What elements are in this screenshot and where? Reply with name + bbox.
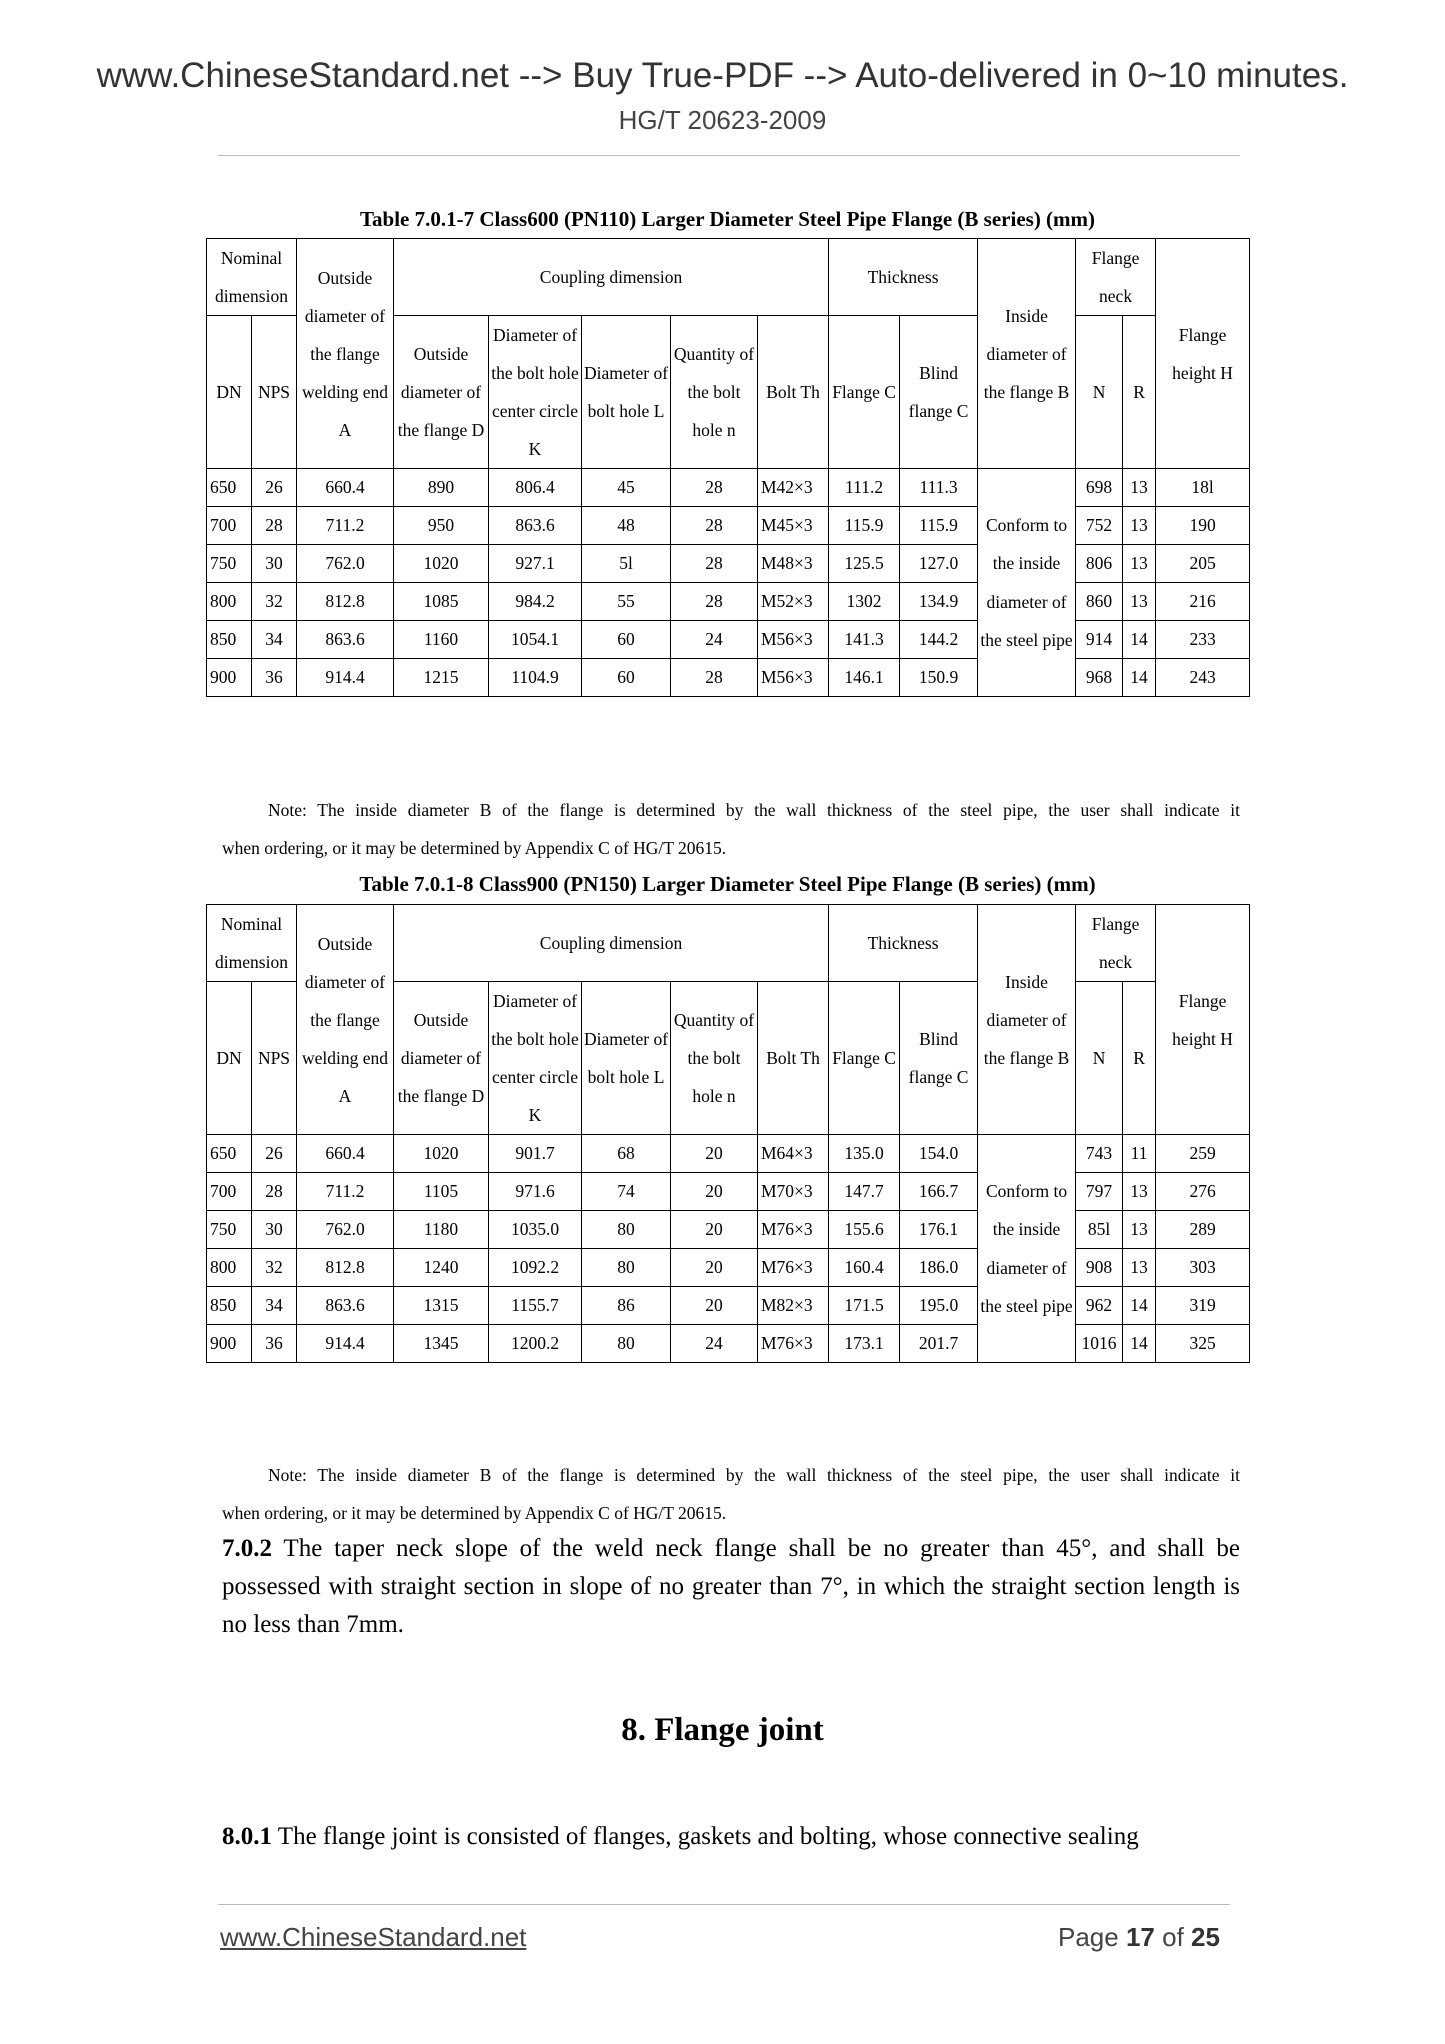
cell-bolt-hole-l: 5l bbox=[582, 545, 671, 583]
cell-blind-flange-c: 154.0 bbox=[900, 1135, 978, 1173]
cell-dn: 800 bbox=[207, 1249, 252, 1287]
cell-center-circle-k: 901.7 bbox=[489, 1135, 582, 1173]
flange-neck-header: Flange neck bbox=[1076, 239, 1156, 316]
cell-welding-end-a: 711.2 bbox=[297, 507, 394, 545]
table-row bbox=[207, 469, 1250, 507]
bolt-hole-diameter-header: Diameter of bolt hole L bbox=[582, 982, 671, 1135]
cell-center-circle-k: 971.6 bbox=[489, 1173, 582, 1211]
cell-nps: 28 bbox=[252, 507, 297, 545]
cell-height-h: 325 bbox=[1156, 1325, 1250, 1363]
cell-height-h: 233 bbox=[1156, 621, 1250, 659]
inside-diameter-header: Inside diameter of the flange B bbox=[978, 905, 1076, 1135]
cell-neck-n: 743 bbox=[1076, 1135, 1123, 1173]
cell-bolt-hole-l: 86 bbox=[582, 1287, 671, 1325]
table1-caption: Table 7.0.1-7 Class600 (PN110) Larger Diameter Steel Pipe Flange (B series) (mm) bbox=[359, 207, 1096, 231]
flange-c-header: Flange C bbox=[829, 316, 900, 469]
cell-dn: 800 bbox=[207, 583, 252, 621]
cell-height-h: 289 bbox=[1156, 1211, 1250, 1249]
cell-flange-c: 146.1 bbox=[829, 659, 900, 697]
table-row bbox=[207, 583, 1250, 621]
cell-flange-c: 135.0 bbox=[829, 1135, 900, 1173]
cell-neck-r: 14 bbox=[1123, 1287, 1156, 1325]
cell-blind-flange-c: 166.7 bbox=[900, 1173, 978, 1211]
cell-neck-n: 914 bbox=[1076, 621, 1123, 659]
cell-nps: 36 bbox=[252, 659, 297, 697]
cell-dn: 900 bbox=[207, 1325, 252, 1363]
cell-bolt-hole-l: 74 bbox=[582, 1173, 671, 1211]
outside-diameter-flange-header: Outside diameter of the flange D bbox=[394, 982, 489, 1135]
cell-blind-flange-c: 176.1 bbox=[900, 1211, 978, 1249]
table1-note bbox=[222, 791, 1240, 867]
flange-height-header: Flange height H bbox=[1156, 239, 1250, 469]
inside-diameter-conform-cell: Conform to the inside diameter of the steel pipe bbox=[978, 469, 1076, 697]
coupling-dimension-header: Coupling dimension bbox=[394, 239, 829, 316]
neck-r-header: R bbox=[1123, 316, 1156, 469]
cell-neck-n: 752 bbox=[1076, 507, 1123, 545]
cell-blind-flange-c: 127.0 bbox=[900, 545, 978, 583]
cell-bolt-th: M42×3 bbox=[758, 469, 829, 507]
cell-dn: 750 bbox=[207, 545, 252, 583]
cell-bolt-hole-n: 28 bbox=[671, 545, 758, 583]
cell-flange-c: 141.3 bbox=[829, 621, 900, 659]
cell-bolt-th: M48×3 bbox=[758, 545, 829, 583]
blind-flange-c-header: Blind flange C bbox=[900, 316, 978, 469]
cell-nps: 36 bbox=[252, 1325, 297, 1363]
cell-blind-flange-c: 111.3 bbox=[900, 469, 978, 507]
cell-neck-n: 85l bbox=[1076, 1211, 1123, 1249]
thickness-header: Thickness bbox=[829, 905, 978, 982]
bolt-hole-diameter-header: Diameter of bolt hole L bbox=[582, 316, 671, 469]
bolt-hole-quantity-header: Quantity of the bolt hole n bbox=[671, 982, 758, 1135]
table2-grid bbox=[206, 904, 1250, 1363]
cell-height-h: 259 bbox=[1156, 1135, 1250, 1173]
section-8-title: 8. Flange joint bbox=[621, 1712, 824, 1748]
cell-neck-r: 14 bbox=[1123, 659, 1156, 697]
table-row bbox=[207, 1211, 1250, 1249]
cell-outside-d: 1240 bbox=[394, 1249, 489, 1287]
cell-nps: 34 bbox=[252, 621, 297, 659]
cell-bolt-hole-l: 45 bbox=[582, 469, 671, 507]
cell-height-h: 276 bbox=[1156, 1173, 1250, 1211]
of-word: of bbox=[1162, 1922, 1184, 1952]
cell-neck-r: 13 bbox=[1123, 1249, 1156, 1287]
inside-diameter-conform-cell: Conform to the inside diameter of the steel pipe bbox=[978, 1135, 1076, 1363]
cell-neck-r: 11 bbox=[1123, 1135, 1156, 1173]
cell-bolt-th: M45×3 bbox=[758, 507, 829, 545]
cell-bolt-hole-l: 60 bbox=[582, 659, 671, 697]
cell-bolt-hole-l: 60 bbox=[582, 621, 671, 659]
cell-outside-d: 1215 bbox=[394, 659, 489, 697]
cell-outside-d: 1020 bbox=[394, 545, 489, 583]
cell-neck-n: 908 bbox=[1076, 1249, 1123, 1287]
table2-note bbox=[222, 1456, 1240, 1532]
cell-nps: 26 bbox=[252, 1135, 297, 1173]
nps-header: NPS bbox=[252, 316, 297, 469]
cell-neck-r: 13 bbox=[1123, 1211, 1156, 1249]
cell-neck-r: 13 bbox=[1123, 1173, 1156, 1211]
cell-bolt-hole-n: 24 bbox=[671, 621, 758, 659]
cell-bolt-hole-l: 80 bbox=[582, 1211, 671, 1249]
clause-8-0-1 bbox=[222, 1818, 1240, 1856]
bolt-hole-center-circle-header: Diameter of the bolt hole center circle K bbox=[489, 316, 582, 469]
cell-nps: 32 bbox=[252, 583, 297, 621]
cell-flange-c: 1302 bbox=[829, 583, 900, 621]
cell-welding-end-a: 762.0 bbox=[297, 545, 394, 583]
cell-welding-end-a: 660.4 bbox=[297, 1135, 394, 1173]
neck-n-header: N bbox=[1076, 982, 1123, 1135]
table-row bbox=[207, 545, 1250, 583]
cell-bolt-hole-n: 20 bbox=[671, 1173, 758, 1211]
dn-header: DN bbox=[207, 316, 252, 469]
page-word: Page bbox=[1058, 1922, 1119, 1952]
cell-nps: 30 bbox=[252, 1211, 297, 1249]
bolt-header: Bolt Th bbox=[758, 982, 829, 1135]
cell-dn: 850 bbox=[207, 621, 252, 659]
cell-bolt-th: M82×3 bbox=[758, 1287, 829, 1325]
header-divider bbox=[218, 155, 1240, 156]
cell-center-circle-k: 1200.2 bbox=[489, 1325, 582, 1363]
table1-note-line2: when ordering, or it may be determined by Appendix C of HG/T 20615. bbox=[222, 838, 727, 858]
cell-bolt-th: M76×3 bbox=[758, 1211, 829, 1249]
table2-note-line2: when ordering, or it may be determined by Appendix C of HG/T 20615. bbox=[222, 1503, 727, 1523]
cell-dn: 750 bbox=[207, 1211, 252, 1249]
bolt-header: Bolt Th bbox=[758, 316, 829, 469]
flange-neck-header: Flange neck bbox=[1076, 905, 1156, 982]
cell-center-circle-k: 1104.9 bbox=[489, 659, 582, 697]
cell-welding-end-a: 863.6 bbox=[297, 1287, 394, 1325]
cell-neck-r: 14 bbox=[1123, 1325, 1156, 1363]
cell-flange-c: 111.2 bbox=[829, 469, 900, 507]
cell-neck-r: 14 bbox=[1123, 621, 1156, 659]
cell-welding-end-a: 863.6 bbox=[297, 621, 394, 659]
cell-bolt-th: M76×3 bbox=[758, 1325, 829, 1363]
cell-outside-d: 950 bbox=[394, 507, 489, 545]
cell-outside-d: 1160 bbox=[394, 621, 489, 659]
standard-code: HG/T 20623-2009 bbox=[618, 105, 827, 135]
cell-center-circle-k: 1092.2 bbox=[489, 1249, 582, 1287]
flange-c-header: Flange C bbox=[829, 982, 900, 1135]
page-current: 17 bbox=[1125, 1922, 1155, 1952]
cell-neck-r: 13 bbox=[1123, 507, 1156, 545]
header-banner: www.ChineseStandard.net --> Buy True-PDF --> Auto-delivered in 0~10 minutes. bbox=[96, 56, 1349, 95]
clause-8-0-1-number: 8.0.1 bbox=[222, 1823, 272, 1850]
cell-neck-n: 1016 bbox=[1076, 1325, 1123, 1363]
neck-r-header: R bbox=[1123, 982, 1156, 1135]
cell-bolt-hole-l: 68 bbox=[582, 1135, 671, 1173]
cell-nps: 28 bbox=[252, 1173, 297, 1211]
cell-center-circle-k: 863.6 bbox=[489, 507, 582, 545]
cell-center-circle-k: 806.4 bbox=[489, 469, 582, 507]
cell-bolt-hole-n: 20 bbox=[671, 1135, 758, 1173]
cell-dn: 650 bbox=[207, 1135, 252, 1173]
cell-bolt-hole-n: 20 bbox=[671, 1211, 758, 1249]
nominal-dimension-header: Nominal dimension bbox=[207, 905, 297, 982]
clause-7-0-2-number: 7.0.2 bbox=[222, 1535, 272, 1562]
cell-flange-c: 173.1 bbox=[829, 1325, 900, 1363]
cell-neck-n: 860 bbox=[1076, 583, 1123, 621]
bolt-hole-center-circle-header: Diameter of the bolt hole center circle K bbox=[489, 982, 582, 1135]
clause-7-0-2-text: The taper neck slope of the weld neck flange shall be no greater than 45°, and shall be possessed with straight section in slope of no greater than 7°, in which the straight section length is no less than 7mm. bbox=[222, 1535, 1240, 1638]
cell-height-h: 190 bbox=[1156, 507, 1250, 545]
cell-flange-c: 160.4 bbox=[829, 1249, 900, 1287]
cell-blind-flange-c: 150.9 bbox=[900, 659, 978, 697]
neck-n-header: N bbox=[1076, 316, 1123, 469]
cell-bolt-hole-n: 24 bbox=[671, 1325, 758, 1363]
cell-welding-end-a: 914.4 bbox=[297, 659, 394, 697]
cell-height-h: 216 bbox=[1156, 583, 1250, 621]
cell-dn: 700 bbox=[207, 1173, 252, 1211]
cell-flange-c: 115.9 bbox=[829, 507, 900, 545]
cell-center-circle-k: 927.1 bbox=[489, 545, 582, 583]
cell-neck-r: 13 bbox=[1123, 469, 1156, 507]
table-row bbox=[207, 659, 1250, 697]
cell-outside-d: 1020 bbox=[394, 1135, 489, 1173]
cell-nps: 26 bbox=[252, 469, 297, 507]
cell-outside-d: 1180 bbox=[394, 1211, 489, 1249]
cell-welding-end-a: 914.4 bbox=[297, 1325, 394, 1363]
cell-flange-c: 155.6 bbox=[829, 1211, 900, 1249]
cell-height-h: 319 bbox=[1156, 1287, 1250, 1325]
cell-center-circle-k: 1035.0 bbox=[489, 1211, 582, 1249]
page-indicator bbox=[1058, 1922, 1220, 1953]
cell-dn: 850 bbox=[207, 1287, 252, 1325]
cell-neck-r: 13 bbox=[1123, 583, 1156, 621]
outside-diameter-welding-end-header: Outside diameter of the flange welding end A bbox=[297, 239, 394, 469]
nominal-dimension-header: Nominal dimension bbox=[207, 239, 297, 316]
cell-neck-n: 806 bbox=[1076, 545, 1123, 583]
outside-diameter-flange-header: Outside diameter of the flange D bbox=[394, 316, 489, 469]
cell-center-circle-k: 984.2 bbox=[489, 583, 582, 621]
cell-bolt-hole-l: 80 bbox=[582, 1325, 671, 1363]
cell-bolt-hole-n: 28 bbox=[671, 469, 758, 507]
cell-bolt-hole-n: 20 bbox=[671, 1287, 758, 1325]
cell-welding-end-a: 762.0 bbox=[297, 1211, 394, 1249]
coupling-dimension-header: Coupling dimension bbox=[394, 905, 829, 982]
cell-neck-n: 968 bbox=[1076, 659, 1123, 697]
table-row bbox=[207, 1287, 1250, 1325]
table-row bbox=[207, 1325, 1250, 1363]
cell-height-h: 18l bbox=[1156, 469, 1250, 507]
cell-bolt-hole-n: 28 bbox=[671, 507, 758, 545]
cell-blind-flange-c: 134.9 bbox=[900, 583, 978, 621]
table-row bbox=[207, 1173, 1250, 1211]
cell-blind-flange-c: 201.7 bbox=[900, 1325, 978, 1363]
cell-nps: 34 bbox=[252, 1287, 297, 1325]
cell-bolt-th: M56×3 bbox=[758, 659, 829, 697]
cell-blind-flange-c: 195.0 bbox=[900, 1287, 978, 1325]
cell-neck-r: 13 bbox=[1123, 545, 1156, 583]
inside-diameter-header: Inside diameter of the flange B bbox=[978, 239, 1076, 469]
table-row bbox=[207, 621, 1250, 659]
table-row bbox=[207, 507, 1250, 545]
table-row bbox=[207, 1135, 1250, 1173]
cell-welding-end-a: 711.2 bbox=[297, 1173, 394, 1211]
bolt-hole-quantity-header: Quantity of the bolt hole n bbox=[671, 316, 758, 469]
cell-flange-c: 125.5 bbox=[829, 545, 900, 583]
cell-outside-d: 1315 bbox=[394, 1287, 489, 1325]
cell-outside-d: 1345 bbox=[394, 1325, 489, 1363]
footer-site-link[interactable]: www.ChineseStandard.net bbox=[220, 1922, 527, 1952]
cell-flange-c: 147.7 bbox=[829, 1173, 900, 1211]
cell-bolt-hole-l: 80 bbox=[582, 1249, 671, 1287]
thickness-header: Thickness bbox=[829, 239, 978, 316]
cell-welding-end-a: 660.4 bbox=[297, 469, 394, 507]
cell-bolt-th: M52×3 bbox=[758, 583, 829, 621]
page-total: 25 bbox=[1191, 1922, 1220, 1952]
table2-note-line1: Note: The inside diameter B of the flange is determined by the wall thickness of the steel pipe, the user shall indicate it bbox=[268, 1465, 1240, 1485]
table1-grid bbox=[206, 238, 1250, 697]
table2 bbox=[206, 904, 1249, 1363]
cell-blind-flange-c: 144.2 bbox=[900, 621, 978, 659]
cell-outside-d: 890 bbox=[394, 469, 489, 507]
table1-note-line1: Note: The inside diameter B of the flange is determined by the wall thickness of the steel pipe, the user shall indicate it bbox=[268, 800, 1240, 820]
cell-center-circle-k: 1155.7 bbox=[489, 1287, 582, 1325]
cell-bolt-th: M76×3 bbox=[758, 1249, 829, 1287]
cell-bolt-th: M56×3 bbox=[758, 621, 829, 659]
cell-center-circle-k: 1054.1 bbox=[489, 621, 582, 659]
cell-bolt-hole-l: 55 bbox=[582, 583, 671, 621]
cell-height-h: 243 bbox=[1156, 659, 1250, 697]
table1 bbox=[206, 238, 1249, 697]
cell-outside-d: 1105 bbox=[394, 1173, 489, 1211]
cell-outside-d: 1085 bbox=[394, 583, 489, 621]
dn-header: DN bbox=[207, 982, 252, 1135]
cell-bolt-hole-n: 28 bbox=[671, 659, 758, 697]
cell-welding-end-a: 812.8 bbox=[297, 583, 394, 621]
cell-bolt-th: M64×3 bbox=[758, 1135, 829, 1173]
table2-caption: Table 7.0.1-8 Class900 (PN150) Larger Diameter Steel Pipe Flange (B series) (mm) bbox=[359, 872, 1096, 896]
cell-neck-n: 962 bbox=[1076, 1287, 1123, 1325]
cell-bolt-hole-n: 28 bbox=[671, 583, 758, 621]
cell-bolt-hole-l: 48 bbox=[582, 507, 671, 545]
cell-welding-end-a: 812.8 bbox=[297, 1249, 394, 1287]
cell-dn: 700 bbox=[207, 507, 252, 545]
clause-8-0-1-text: The flange joint is consisted of flanges, gaskets and bolting, whose connective sealing bbox=[272, 1823, 1139, 1850]
cell-neck-n: 698 bbox=[1076, 469, 1123, 507]
cell-dn: 900 bbox=[207, 659, 252, 697]
footer-divider bbox=[218, 1904, 1230, 1905]
outside-diameter-welding-end-header: Outside diameter of the flange welding end A bbox=[297, 905, 394, 1135]
clause-7-0-2 bbox=[222, 1530, 1240, 1644]
cell-neck-n: 797 bbox=[1076, 1173, 1123, 1211]
flange-height-header: Flange height H bbox=[1156, 905, 1250, 1135]
cell-height-h: 303 bbox=[1156, 1249, 1250, 1287]
cell-nps: 32 bbox=[252, 1249, 297, 1287]
blind-flange-c-header: Blind flange C bbox=[900, 982, 978, 1135]
cell-blind-flange-c: 186.0 bbox=[900, 1249, 978, 1287]
cell-dn: 650 bbox=[207, 469, 252, 507]
table-row bbox=[207, 1249, 1250, 1287]
nps-header: NPS bbox=[252, 982, 297, 1135]
cell-blind-flange-c: 115.9 bbox=[900, 507, 978, 545]
cell-bolt-hole-n: 20 bbox=[671, 1249, 758, 1287]
cell-height-h: 205 bbox=[1156, 545, 1250, 583]
cell-bolt-th: M70×3 bbox=[758, 1173, 829, 1211]
cell-flange-c: 171.5 bbox=[829, 1287, 900, 1325]
cell-nps: 30 bbox=[252, 545, 297, 583]
